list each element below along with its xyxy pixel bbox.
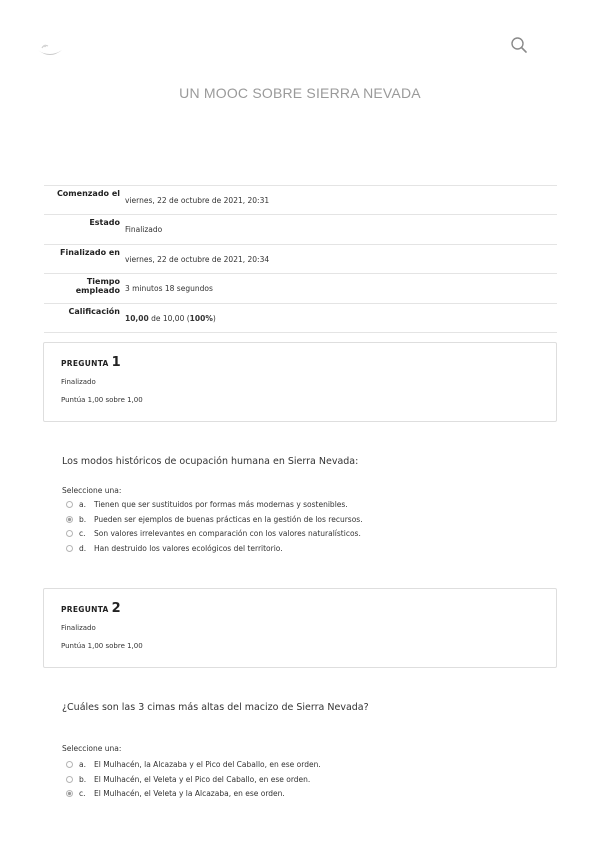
summary-label: Calificación [68, 306, 120, 316]
radio-button[interactable] [66, 545, 73, 552]
answer-list [66, 757, 321, 801]
answer-option[interactable] [66, 772, 321, 787]
summary-row-state [44, 215, 557, 244]
question-grade: Puntúa 1,00 sobre 1,00 [61, 642, 143, 650]
summary-row-grade [44, 303, 557, 332]
summary-label: Comenzado el [56, 189, 120, 198]
question-info-box [43, 588, 557, 668]
answer-option[interactable] [66, 512, 363, 527]
radio-button[interactable] [66, 530, 73, 537]
summary-label: Tiempo empleado [75, 277, 120, 296]
mooc-logo-icon[interactable] [36, 38, 64, 58]
answer-text: Pueden ser ejemplos de buenas prácticas en la gestión de los recursos. [94, 514, 363, 524]
attempt-summary-table [44, 185, 557, 333]
answer-letter: c. [79, 529, 86, 539]
summary-value: Finalizado [125, 225, 163, 235]
radio-button[interactable] [66, 776, 73, 783]
answer-text: Tienen que ser sustituidos por formas más modernas y sostenibles. [94, 499, 348, 509]
radio-button-selected[interactable] [66, 516, 73, 523]
answer-list [66, 497, 363, 556]
summary-value: viernes, 22 de octubre de 2021, 20:31 [125, 196, 270, 205]
answer-option[interactable] [66, 497, 363, 512]
radio-button[interactable] [66, 761, 73, 768]
summary-label: Finalizado en [60, 247, 120, 257]
summary-row-started [44, 186, 557, 215]
question-state: Finalizado [61, 378, 96, 386]
answer-option[interactable] [66, 787, 321, 802]
question-label: PREGUNTA [61, 359, 109, 368]
summary-value: 3 minutos 18 segundos [125, 284, 213, 294]
answer-prompt: Seleccione una: [62, 486, 122, 495]
answer-letter: c. [79, 789, 86, 799]
summary-row-finished [44, 244, 557, 273]
answer-letter: a. [79, 759, 86, 769]
answer-prompt: Seleccione una: [62, 744, 122, 753]
question-label: PREGUNTA [61, 605, 109, 614]
summary-value [125, 303, 557, 332]
question-grade: Puntúa 1,00 sobre 1,00 [61, 396, 143, 404]
grade-out-of: de 10,00 ( [148, 313, 190, 323]
radio-button[interactable] [66, 501, 73, 508]
radio-button-selected[interactable] [66, 790, 73, 797]
question-text: Los modos históricos de ocupación humana en Sierra Nevada: [62, 456, 359, 467]
search-icon[interactable] [510, 36, 528, 54]
question-number-value: 2 [111, 601, 122, 616]
answer-option[interactable] [66, 541, 363, 556]
question-number [61, 601, 121, 616]
answer-letter: b. [79, 774, 87, 784]
grade-score: 10,00 [125, 313, 149, 323]
answer-option[interactable] [66, 527, 363, 542]
answer-text: El Mulhacén, la Alcazaba y el Pico del Caballo, en ese orden. [94, 759, 321, 769]
question-number [61, 355, 121, 370]
summary-row-time-taken [44, 274, 557, 303]
grade-close: ) [212, 313, 216, 323]
answer-text: El Mulhacén, el Veleta y el Pico del Caballo, en ese orden. [94, 774, 311, 784]
answer-text: Han destruido los valores ecológicos del territorio. [94, 544, 283, 554]
answer-text: Son valores irrelevantes en comparación con los valores naturalísticos. [94, 529, 361, 539]
site-title[interactable]: UN MOOC SOBRE SIERRA NEVADA [179, 85, 421, 101]
question-text: ¿Cuáles son las 3 cimas más altas del macizo de Sierra Nevada? [62, 702, 369, 713]
question-number-value: 1 [111, 355, 122, 370]
answer-letter: a. [79, 499, 86, 509]
question-info-box [43, 342, 557, 422]
answer-option[interactable] [66, 757, 321, 772]
question-state: Finalizado [61, 624, 96, 632]
grade-percent: 100% [189, 313, 213, 323]
answer-text: El Mulhacén, el Veleta y la Alcazaba, en ese orden. [94, 789, 285, 799]
answer-letter: d. [79, 544, 87, 554]
summary-value: viernes, 22 de octubre de 2021, 20:34 [125, 254, 270, 264]
answer-letter: b. [79, 514, 87, 524]
summary-label: Estado [89, 218, 120, 228]
